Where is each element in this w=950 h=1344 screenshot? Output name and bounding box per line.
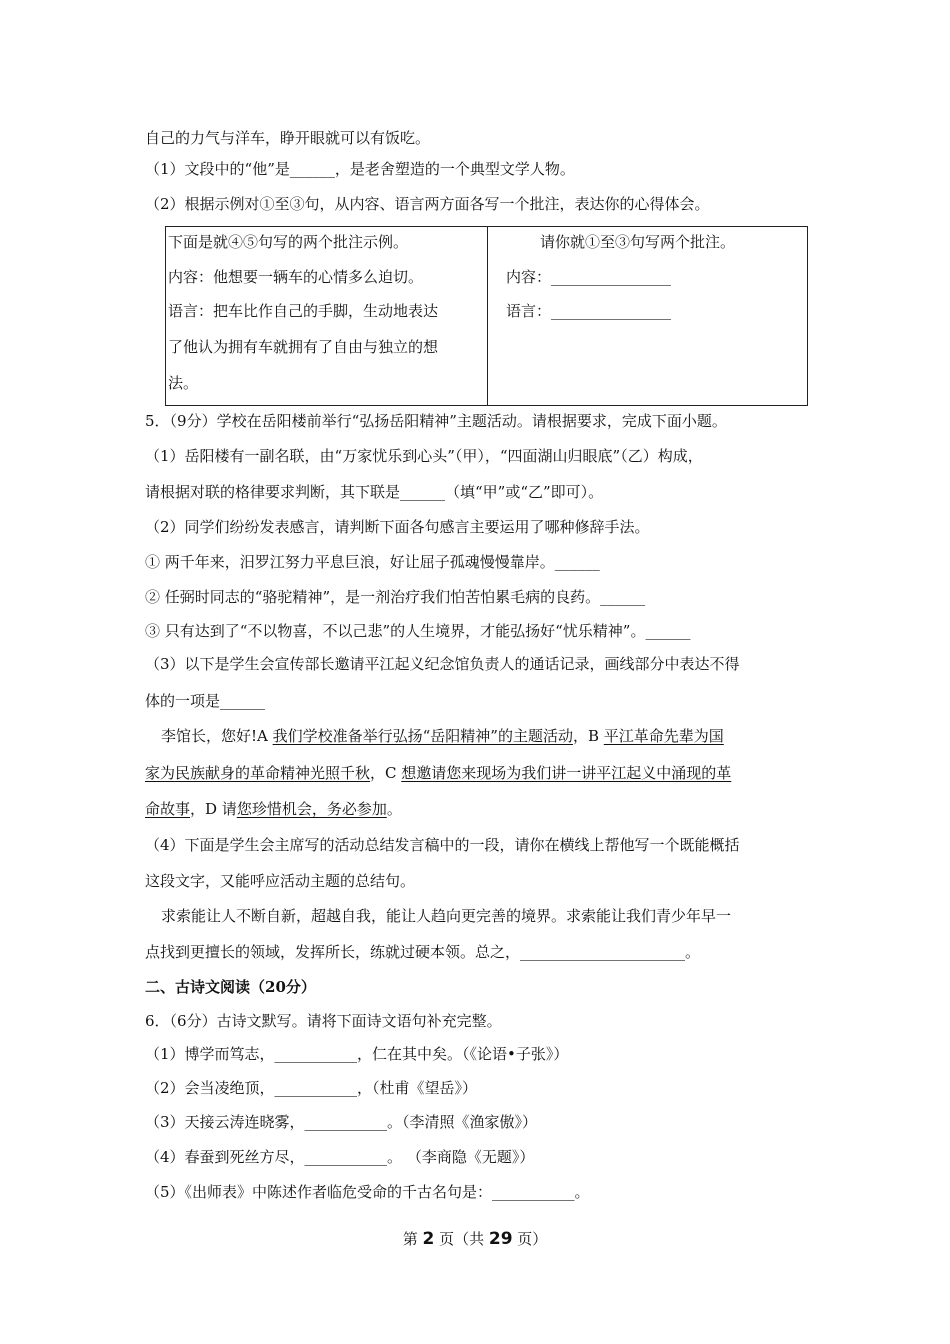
sentence-1: ① 两千年来，汨罗江努力平息巨浪，好让屈子孤魂慢慢靠岸。______: [145, 553, 600, 571]
annotation-table: [165, 226, 808, 406]
page-number: 2: [422, 1229, 435, 1249]
footer-text: 页）: [512, 1230, 548, 1248]
passage-line: 点找到更擅长的领域，发挥所长，练就过硬本领。总之，______________________。: [145, 943, 701, 961]
phone-text: 。: [386, 800, 402, 818]
section-heading: 二、古诗文阅读（20分）: [145, 978, 316, 996]
example-line: 语言：把车比作自己的手脚，生动地表达: [168, 302, 439, 320]
question-5-1: （1）岳阳楼有一副名联，由“万家忧乐到心头”（甲），“四面湖山归眼底”（乙）构成，: [145, 447, 703, 465]
phone-text: ，C: [370, 764, 402, 782]
question-6-1: （1）博学而笃志，___________，仁在其中矣。（《论语•子张》）: [145, 1045, 569, 1063]
underlined-option-c: 想邀请您来现场为我们讲一讲平江起义中涌现的革: [401, 764, 732, 782]
question-6-4: （4）春蚕到死丝方尽，___________。 （李商隐《无题》）: [145, 1148, 535, 1166]
content-answer-line: 内容：________________: [506, 268, 672, 286]
text-line: 自己的力气与洋车，睁开眼就可以有饭吃。: [145, 129, 431, 147]
footer-text: 第: [402, 1230, 423, 1248]
example-line: 内容：他想要一辆车的心情多么迫切。: [168, 268, 424, 286]
question-6-3: （3）天接云涛连晓雾，___________。（李清照《渔家傲》）: [145, 1113, 538, 1131]
underlined-option-b: 平江革命先辈为国: [603, 727, 724, 745]
question-5-3-cont: 体的一项是______: [145, 692, 266, 710]
question-5: 5．（9分）学校在岳阳楼前举行“弘扬岳阳精神”主题活动。请根据要求，完成下面小题。: [145, 412, 727, 430]
underlined-option-a: 我们学校准备举行弘扬“岳阳精神”的主题活动: [272, 727, 573, 745]
page-footer: [0, 1228, 950, 1250]
question-5-2: （2）同学们纷纷发表感言，请判断下面各句感言主要运用了哪种修辞手法。: [145, 518, 650, 536]
underlined-option-b: 家为民族献身的革命精神光照千秋: [145, 764, 371, 782]
question-6-5: （5）《出师表》中陈述作者临危受命的千古名句是：___________。: [145, 1183, 590, 1201]
sentence-3: ③ 只有达到了“不以物喜，不以己悲”的人生境界，才能弘扬好“忧乐精神”。______: [145, 622, 691, 640]
question-5-3: （3）以下是学生会宣传部长邀请平江起义纪念馆负责人的通话记录，画线部分中表达不得: [145, 655, 740, 673]
phone-text: ，D 请: [190, 800, 237, 818]
underlined-option-c: 命故事: [145, 800, 191, 818]
example-line: 了他认为拥有车就拥有了自由与独立的想: [168, 338, 439, 356]
phone-record-line: [161, 725, 724, 747]
question-4-2: （2）根据示例对①至③句，从内容、语言两方面各写一个批注，表达你的心得体会。: [145, 195, 710, 213]
phone-text: ，B: [572, 727, 604, 745]
footer-text: 页（共: [434, 1230, 489, 1248]
answer-cell: [488, 227, 807, 405]
question-6: 6．（6分）古诗文默写。请将下面诗文语句补充完整。: [145, 1012, 502, 1030]
phone-record-line: [145, 762, 731, 784]
example-cell: [166, 227, 488, 405]
question-5-4-cont: 这段文字，又能呼应活动主题的总结句。: [145, 872, 416, 890]
phone-record-line: [145, 798, 402, 820]
question-4-1: （1）文段中的“他”是______，是老舍塑造的一个典型文学人物。: [145, 160, 575, 178]
answer-title: 请你就①至③句写两个批注。: [540, 233, 736, 251]
underlined-option-d: 您珍惜机会，务必参加: [236, 800, 387, 818]
passage-line: 求索能让人不断自新，超越自我，能让人趋向更完善的境界。求索能让我们青少年早一: [161, 907, 732, 925]
example-line: 法。: [168, 374, 199, 392]
phone-text: 李馆长，您好!A: [161, 727, 273, 745]
total-pages: 29: [488, 1229, 513, 1249]
sentence-2: ② 任弼时同志的“骆驼精神”，是一剂治疗我们怕苦怕累毛病的良药。______: [145, 588, 646, 606]
question-6-2: （2）会当凌绝顶，___________，（杜甫《望岳》）: [145, 1079, 478, 1097]
question-5-4: （4）下面是学生会主席写的活动总结发言稿中的一段，请你在横线上帮他写一个既能概括: [145, 836, 740, 854]
example-line: 下面是就④⑤句写的两个批注示例。: [168, 233, 409, 251]
language-answer-line: 语言：________________: [506, 302, 672, 320]
question-5-1-cont: 请根据对联的格律要求判断，其下联是______（填“甲”或“乙”即可）。: [145, 483, 604, 501]
